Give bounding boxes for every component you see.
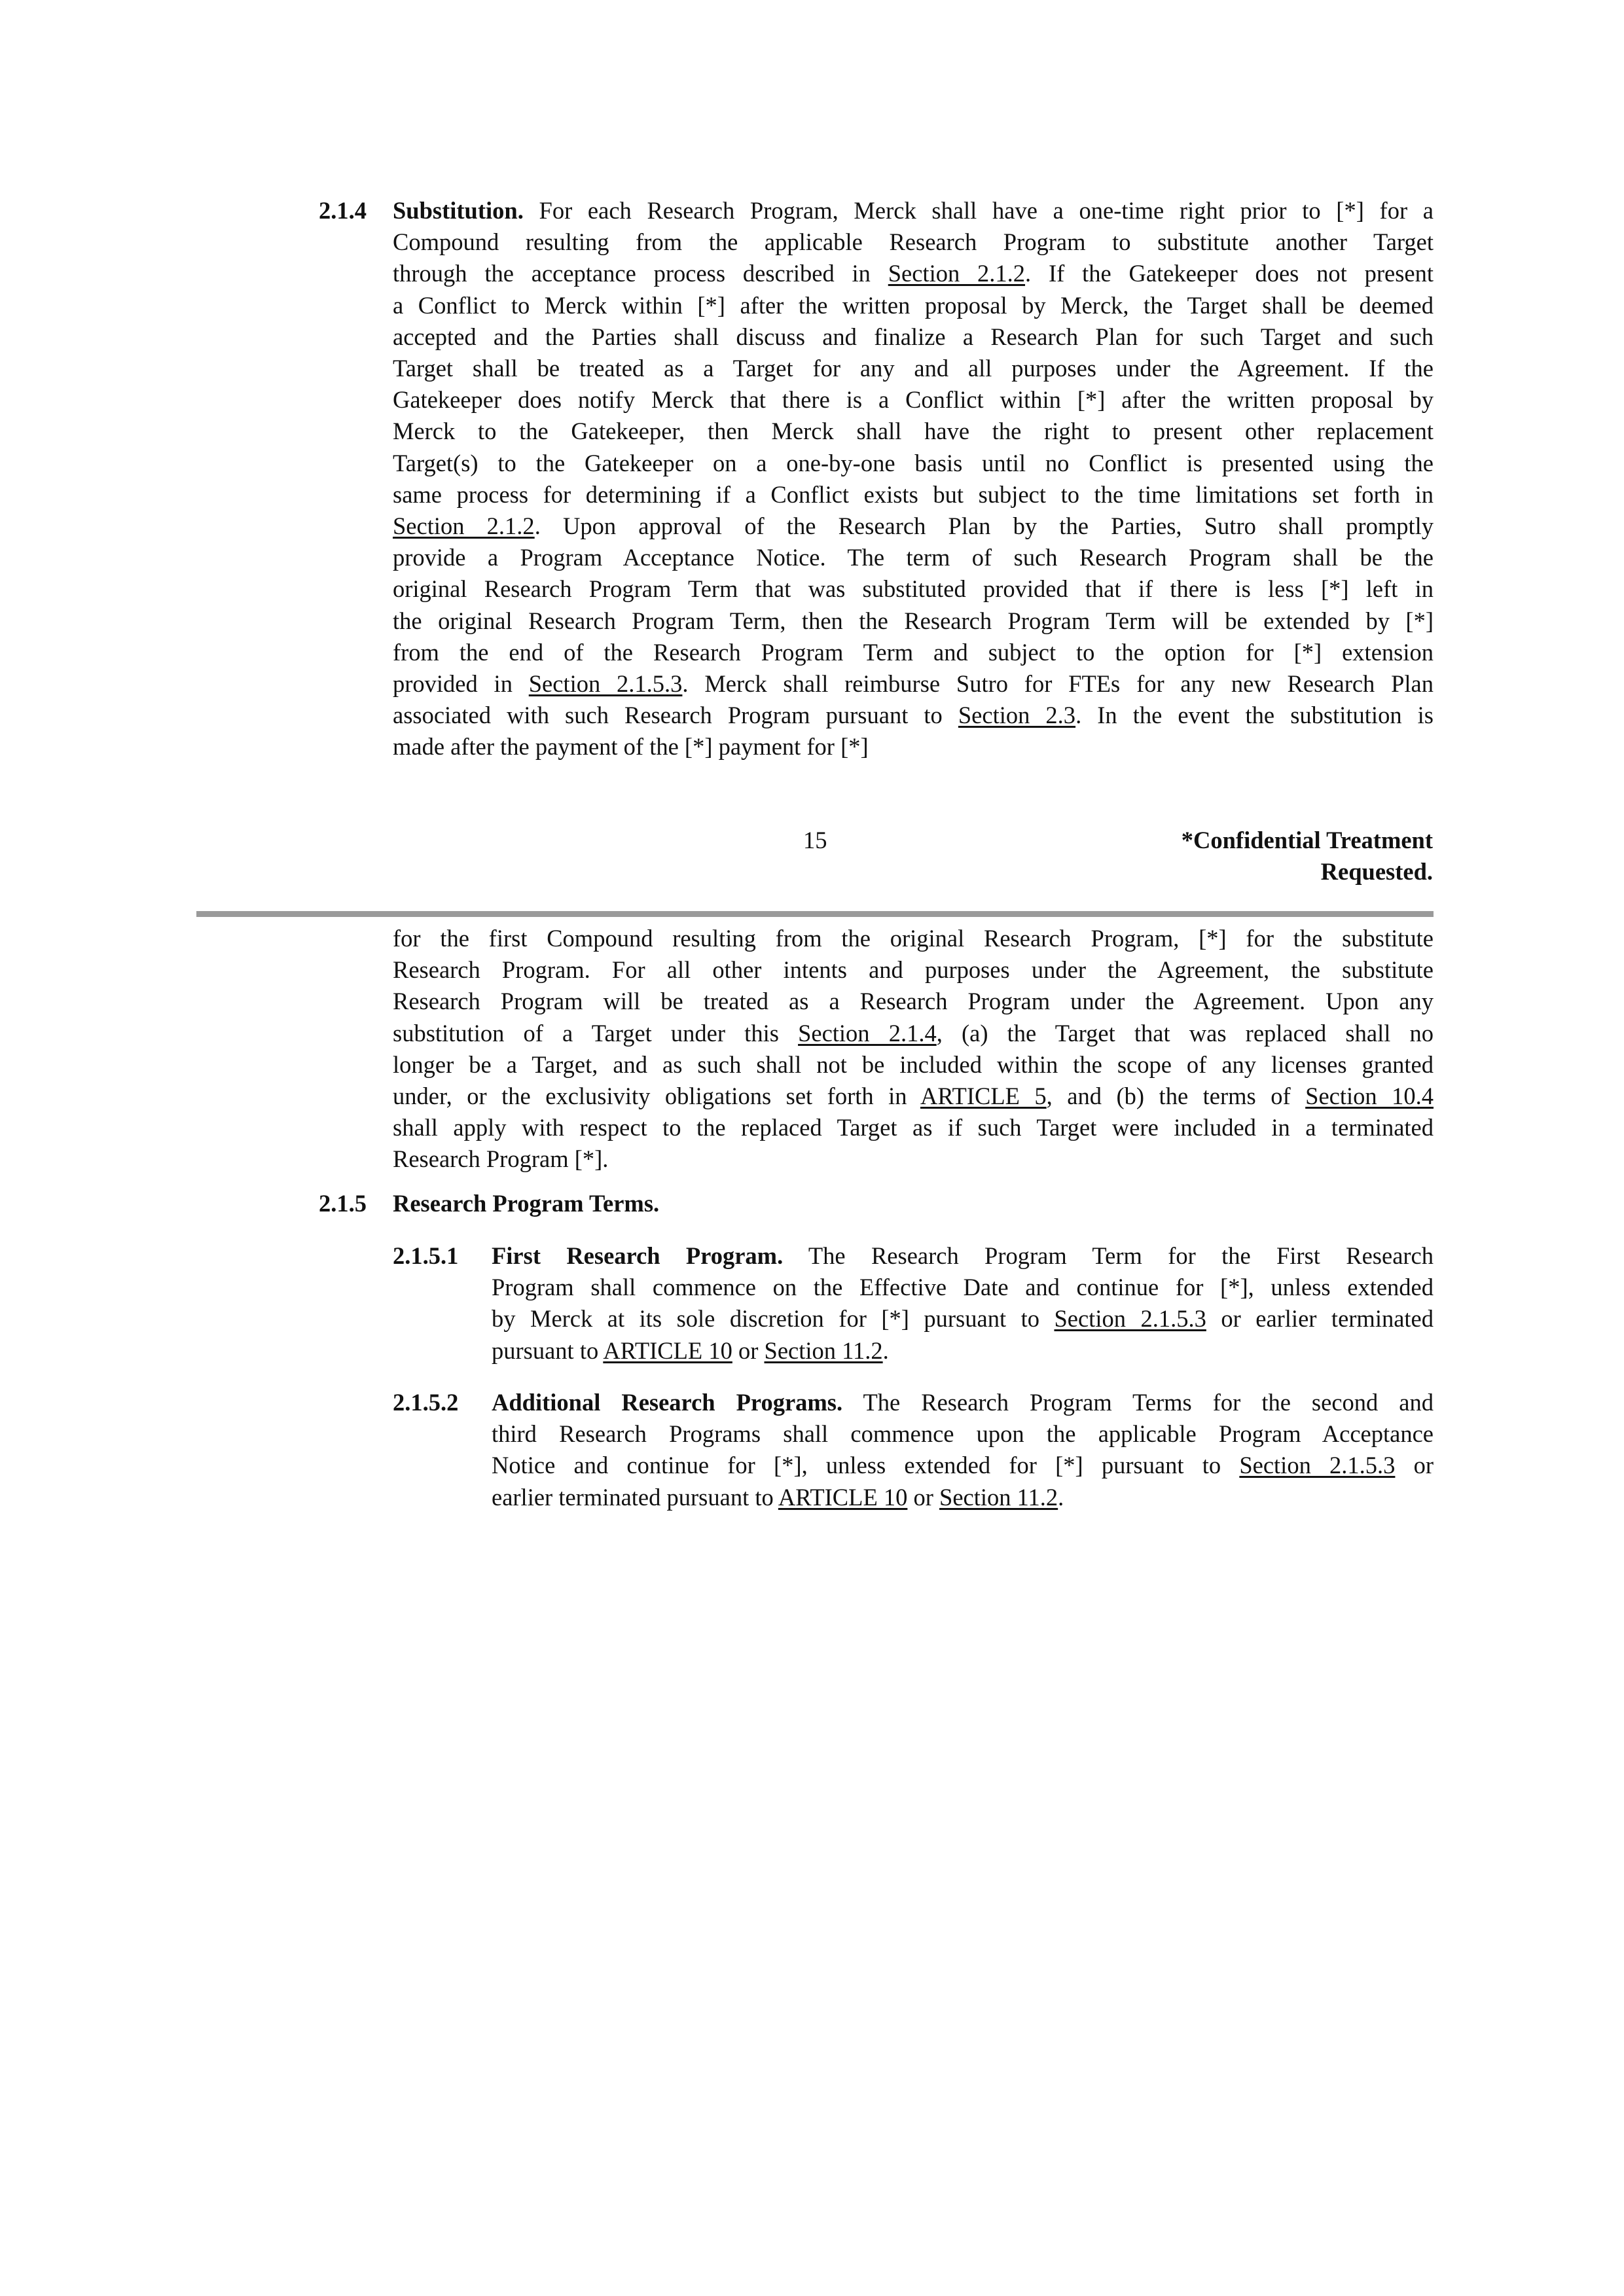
text-line	[492, 1418, 1434, 1450]
text-run: Research Program will be treated as a Research Program under the Agreement. Upon any	[393, 988, 1434, 1015]
text-line	[393, 1112, 1434, 1143]
confidential-notice-line-1: *Confidential Treatment	[1181, 827, 1433, 853]
text-run: .	[882, 1336, 889, 1364]
text-run: Research Program [*].	[393, 1145, 609, 1173]
inline-heading: First Research Program.	[492, 1242, 784, 1269]
text-run: or	[907, 1483, 940, 1511]
text-run: . Upon approval of the Research Plan by the Parties, Sutro shall promptly	[534, 512, 1434, 540]
text-run: or	[732, 1336, 765, 1364]
text-line	[393, 954, 1434, 986]
text-line	[393, 258, 1434, 289]
text-line	[393, 1049, 1434, 1081]
text-line	[492, 1272, 1434, 1303]
cross-reference-link[interactable]: ARTICLE 10	[778, 1483, 908, 1511]
text-run: Program shall commence on the Effective Date and continue for [*], unless extended	[492, 1274, 1434, 1301]
page-break-divider	[196, 911, 1434, 917]
cross-reference-link[interactable]: Section 11.2	[939, 1483, 1058, 1511]
text-run: associated with such Research Program pursuant to	[393, 702, 958, 729]
section-2-1-5-2-number: 2.1.5.2	[393, 1389, 459, 1416]
text-line	[393, 226, 1434, 258]
text-run: provide a Program Acceptance Notice. The term of such Research Program shall be the	[393, 544, 1434, 571]
section-2-1-4-body	[393, 195, 1434, 763]
text-run: or	[1395, 1452, 1434, 1479]
text-run: a Conflict to Merck within [*] after the written proposal by Merck, the Target shall be deemed	[393, 291, 1434, 319]
text-line	[393, 637, 1434, 668]
text-line	[393, 353, 1434, 384]
text-run: , (a) the Target that was replaced shall no	[936, 1019, 1434, 1047]
text-line	[492, 1335, 1434, 1367]
section-2-1-4-lines	[393, 195, 1434, 763]
section-2-1-5-1-body	[492, 1240, 1434, 1367]
text-line	[393, 573, 1434, 605]
section-2-1-5-number: 2.1.5	[319, 1190, 367, 1217]
cross-reference-link[interactable]: Section 2.1.2	[888, 260, 1026, 287]
text-line	[492, 1240, 1434, 1272]
section-2-1-5-heading: Research Program Terms.	[393, 1190, 660, 1217]
text-run: pursuant to	[492, 1336, 604, 1364]
inline-heading: Additional Research Programs.	[492, 1389, 843, 1416]
text-line	[393, 605, 1434, 637]
text-run: the original Research Program Term, then the Research Program Term will be extended by [*]	[393, 607, 1434, 634]
section-2-1-5-1-lines	[492, 1240, 1434, 1367]
text-line	[393, 479, 1434, 511]
cross-reference-link[interactable]: Section 11.2	[764, 1336, 883, 1364]
text-run: . Merck shall reimburse Sutro for FTEs for any new Research Plan	[682, 670, 1434, 698]
text-run: . In the event the substitution is	[1075, 702, 1434, 729]
text-run: made after the payment of the [*] payment for [*]	[393, 733, 869, 761]
continuation-lines	[393, 923, 1434, 1175]
text-run: shall apply with respect to the replaced Target as if such Target were included in a terminated	[393, 1114, 1434, 1141]
text-run: Target shall be treated as a Target for any and all purposes under the Agreement. If the	[393, 355, 1434, 382]
text-line	[393, 384, 1434, 416]
text-run: by Merck at its sole discretion for [*] pursuant to	[492, 1305, 1055, 1333]
section-2-1-5-2-lines	[492, 1387, 1434, 1513]
confidential-notice-line-2: Requested.	[1320, 858, 1433, 885]
text-line	[393, 290, 1434, 321]
text-line	[492, 1450, 1434, 1481]
text-run: substitution of a Target under this	[393, 1019, 799, 1047]
text-line	[393, 986, 1434, 1017]
inline-heading: Substitution.	[393, 197, 524, 224]
section-2-1-5-1-number: 2.1.5.1	[393, 1242, 459, 1269]
text-line	[492, 1303, 1434, 1335]
text-line	[393, 321, 1434, 353]
text-run: from the end of the Research Program Term and subject to the option for [*] extension	[393, 638, 1434, 666]
text-line	[393, 731, 1434, 762]
text-run: Compound resulting from the applicable Research Program to substitute another Target	[393, 228, 1434, 256]
cross-reference-link[interactable]: Section 2.1.5.3	[1054, 1305, 1206, 1333]
confidential-treatment-notice	[1182, 825, 1433, 888]
cross-reference-link[interactable]: ARTICLE 10	[603, 1336, 732, 1364]
text-line	[393, 511, 1434, 542]
text-run: The Research Program Term for the First Research	[783, 1242, 1434, 1269]
text-run: earlier terminated pursuant to	[492, 1483, 778, 1511]
text-run: same process for determining if a Conflict exists but subject to the time limitations set forth in	[393, 480, 1434, 508]
text-run: Gatekeeper does notify Merck that there is a Conflict within [*] after the written proposal by	[393, 386, 1434, 414]
text-line	[393, 700, 1434, 731]
text-run: The Research Program Terms for the second and	[842, 1389, 1434, 1416]
text-run: accepted and the Parties shall discuss and finalize a Research Plan for such Target and such	[393, 323, 1434, 350]
text-run: For each Research Program, Merck shall have a one-time right prior to [*] for a	[523, 197, 1434, 224]
text-run: provided in	[393, 670, 529, 698]
text-run: Research Program. For all other intents and purposes under the Agreement, the substitute	[393, 956, 1434, 984]
cross-reference-link[interactable]: Section 2.1.4	[798, 1019, 937, 1047]
text-run: Target(s) to the Gatekeeper on a one-by-one basis until no Conflict is presented using the	[393, 449, 1434, 476]
text-run: third Research Programs shall commence upon the applicable Program Acceptance	[492, 1420, 1434, 1448]
text-line	[393, 542, 1434, 573]
text-run: through the acceptance process described in	[393, 260, 888, 287]
section-2-1-5-2-body	[492, 1387, 1434, 1513]
section-2-1-4-number: 2.1.4	[319, 197, 367, 224]
cross-reference-link[interactable]: Section 2.3	[958, 702, 1076, 729]
text-run: or earlier terminated	[1206, 1305, 1434, 1333]
text-line	[393, 195, 1434, 226]
section-2-1-4-continuation	[393, 923, 1434, 1175]
text-line	[393, 668, 1434, 700]
text-run: Merck to the Gatekeeper, then Merck shall have the right to present other replacement	[393, 418, 1434, 445]
text-line	[393, 1081, 1434, 1112]
text-line	[393, 416, 1434, 447]
text-line	[393, 1018, 1434, 1049]
text-run: Notice and continue for [*], unless extended for [*] pursuant to	[492, 1452, 1240, 1479]
text-line	[393, 448, 1434, 479]
text-run: . If the Gatekeeper does not present	[1025, 260, 1434, 287]
text-run: original Research Program Term that was substituted provided that if there is less [*] left in	[393, 575, 1434, 603]
text-run: , and (b) the terms of	[1046, 1083, 1306, 1110]
text-run: for the first Compound resulting from the original Research Program, [*] for the substitute	[393, 925, 1434, 952]
text-line	[492, 1482, 1434, 1513]
page-number: 15	[803, 827, 827, 853]
text-line	[393, 923, 1434, 954]
cross-reference-link[interactable]: Section 10.4	[1305, 1083, 1434, 1110]
cross-reference-link[interactable]: Section 2.1.5.3	[528, 670, 683, 698]
text-line	[393, 1143, 1434, 1175]
text-run: .	[1058, 1483, 1064, 1511]
cross-reference-link[interactable]: Section 2.1.5.3	[1239, 1452, 1396, 1479]
text-line	[492, 1387, 1434, 1418]
cross-reference-link[interactable]: ARTICLE 5	[920, 1083, 1047, 1110]
text-run: longer be a Target, and as such shall not be included within the scope of any licenses granted	[393, 1050, 1434, 1078]
text-run: under, or the exclusivity obligations set forth in	[393, 1083, 921, 1110]
cross-reference-link[interactable]: Section 2.1.2	[393, 512, 535, 540]
